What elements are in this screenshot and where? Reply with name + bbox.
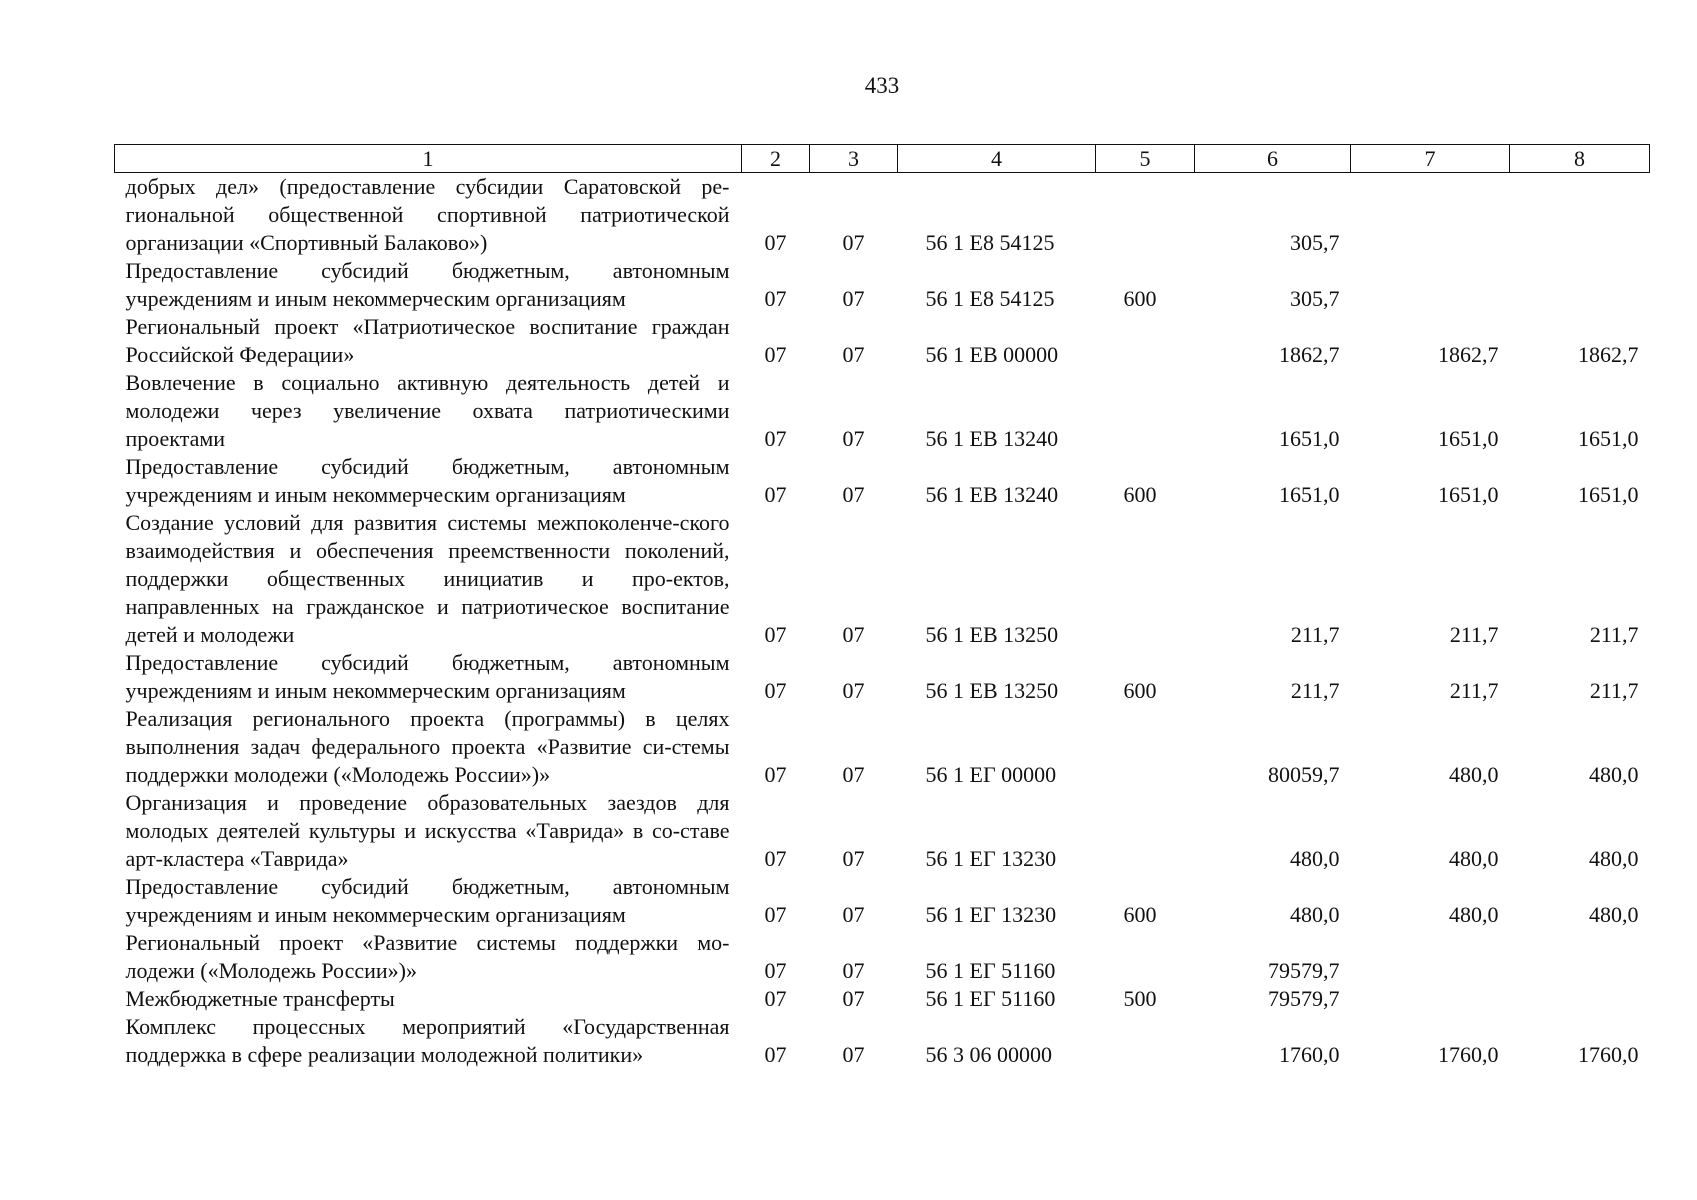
row-value-col8: 211,7 bbox=[1589, 678, 1639, 703]
header-col-6: 6 bbox=[1195, 145, 1351, 173]
row-value-col8: 1862,7 bbox=[1578, 342, 1639, 367]
row-section: 07 bbox=[764, 762, 787, 787]
row-name: Региональный проект «Развитие системы поддержки мо-лодежи («Молодежь России»)» bbox=[125, 930, 730, 983]
row-name: Создание условий для развития системы межпоколенче-ского взаимодействия и обеспечения преемственности поколений, поддержки общественных инициатив и про-ектов, направленных на гражданское и патриотическое воспитание детей и молодежи bbox=[125, 510, 730, 647]
budget-table bbox=[114, 144, 1650, 1069]
row-section: 07 bbox=[764, 846, 787, 871]
row-subsection: 07 bbox=[842, 846, 865, 871]
row-value-col7: 1862,7 bbox=[1438, 342, 1499, 367]
row-target-code: 56 1 ЕГ 51160 bbox=[925, 958, 1056, 983]
header-col-5: 5 bbox=[1096, 145, 1195, 173]
row-expense-type bbox=[1096, 173, 1195, 258]
table-row bbox=[115, 649, 1650, 705]
row-section: 07 bbox=[764, 986, 787, 1011]
row-value-col8: 1651,0 bbox=[1578, 426, 1639, 451]
row-section: 07 bbox=[764, 426, 787, 451]
row-subsection: 07 bbox=[842, 342, 865, 367]
table-row bbox=[115, 985, 1650, 1013]
row-value-col8: 480,0 bbox=[1589, 902, 1639, 927]
row-value-col7 bbox=[1351, 257, 1510, 313]
row-value-col6: 80059,7 bbox=[1268, 762, 1340, 787]
row-value-col8: 1760,0 bbox=[1578, 1042, 1639, 1067]
header-col-1: 1 bbox=[115, 145, 742, 173]
row-value-col8: 211,7 bbox=[1589, 622, 1639, 647]
row-value-col7: 1651,0 bbox=[1438, 426, 1499, 451]
row-value-col7 bbox=[1351, 985, 1510, 1013]
row-target-code: 56 1 Е8 54125 bbox=[925, 286, 1055, 311]
row-value-col6: 305,7 bbox=[1290, 230, 1340, 255]
row-subsection: 07 bbox=[842, 1042, 865, 1067]
row-value-col7: 480,0 bbox=[1449, 846, 1499, 871]
table-row bbox=[115, 313, 1650, 369]
row-value-col7 bbox=[1351, 929, 1510, 985]
row-expense-type bbox=[1096, 789, 1195, 873]
row-subsection: 07 bbox=[842, 902, 865, 927]
row-name: добрых дел» (предоставление субсидии Саратовской ре-гиональной общественной спортивной патриотической организации «Спортивный Балаково») bbox=[125, 174, 730, 255]
row-expense-type bbox=[1096, 313, 1195, 369]
row-value-col7: 211,7 bbox=[1449, 622, 1499, 647]
row-value-col6: 305,7 bbox=[1290, 286, 1340, 311]
table-row bbox=[115, 873, 1650, 929]
row-section: 07 bbox=[764, 1042, 787, 1067]
row-value-col6: 1651,0 bbox=[1279, 482, 1340, 507]
row-target-code: 56 1 ЕГ 51160 bbox=[925, 986, 1056, 1011]
row-value-col6: 1760,0 bbox=[1279, 1042, 1340, 1067]
table-row bbox=[115, 929, 1650, 985]
row-value-col8 bbox=[1510, 929, 1650, 985]
header-col-2: 2 bbox=[742, 145, 810, 173]
row-expense-type: 500 bbox=[1123, 986, 1157, 1011]
row-target-code: 56 1 ЕГ 13230 bbox=[925, 846, 1057, 871]
row-value-col8 bbox=[1510, 257, 1650, 313]
row-target-code: 56 1 ЕВ 13240 bbox=[925, 482, 1059, 507]
row-target-code: 56 1 ЕВ 13250 bbox=[925, 678, 1059, 703]
row-section: 07 bbox=[764, 482, 787, 507]
row-name: Комплекс процессных мероприятий «Государственная поддержка в сфере реализации молодежной политики» bbox=[125, 1014, 730, 1067]
row-target-code: 56 1 ЕГ 00000 bbox=[925, 762, 1057, 787]
row-expense-type bbox=[1096, 1013, 1195, 1069]
table-row bbox=[115, 1013, 1650, 1069]
table-row bbox=[115, 369, 1650, 453]
row-subsection: 07 bbox=[842, 230, 865, 255]
row-value-col7: 480,0 bbox=[1449, 902, 1499, 927]
row-name: Региональный проект «Патриотическое воспитание граждан Российской Федерации» bbox=[125, 314, 730, 367]
row-value-col6: 1862,7 bbox=[1279, 342, 1340, 367]
header-col-7: 7 bbox=[1351, 145, 1510, 173]
row-value-col8 bbox=[1510, 985, 1650, 1013]
row-name: Вовлечение в социально активную деятельность детей и молодежи через увеличение охвата патриотическими проектами bbox=[125, 370, 730, 451]
header-col-3: 3 bbox=[810, 145, 898, 173]
row-name: Предоставление субсидий бюджетным, автономным учреждениям и иным некоммерческим организациям bbox=[125, 454, 730, 507]
row-target-code: 56 1 ЕВ 00000 bbox=[925, 342, 1059, 367]
row-value-col7: 1760,0 bbox=[1438, 1042, 1499, 1067]
table-row bbox=[115, 453, 1650, 509]
row-section: 07 bbox=[764, 678, 787, 703]
row-subsection: 07 bbox=[842, 286, 865, 311]
row-value-col6: 79579,7 bbox=[1268, 986, 1340, 1011]
row-value-col7: 211,7 bbox=[1449, 678, 1499, 703]
row-expense-type: 600 bbox=[1123, 678, 1157, 703]
row-subsection: 07 bbox=[842, 426, 865, 451]
row-expense-type bbox=[1096, 369, 1195, 453]
row-value-col7 bbox=[1351, 173, 1510, 258]
header-col-8: 8 bbox=[1510, 145, 1650, 173]
row-subsection: 07 bbox=[842, 762, 865, 787]
row-name: Предоставление субсидий бюджетным, автономным учреждениям и иным некоммерческим организациям bbox=[125, 874, 730, 927]
row-target-code: 56 1 ЕВ 13250 bbox=[925, 622, 1059, 647]
header-col-4: 4 bbox=[898, 145, 1096, 173]
row-value-col7: 1651,0 bbox=[1438, 482, 1499, 507]
row-subsection: 07 bbox=[842, 622, 865, 647]
row-value-col7: 480,0 bbox=[1449, 762, 1499, 787]
row-expense-type: 600 bbox=[1123, 482, 1157, 507]
row-subsection: 07 bbox=[842, 678, 865, 703]
header-row bbox=[115, 145, 1650, 173]
row-value-col6: 211,7 bbox=[1290, 678, 1340, 703]
row-value-col8: 480,0 bbox=[1589, 762, 1639, 787]
page-number: 433 bbox=[864, 73, 900, 98]
row-expense-type: 600 bbox=[1123, 286, 1157, 311]
row-value-col6: 211,7 bbox=[1290, 622, 1340, 647]
row-section: 07 bbox=[764, 342, 787, 367]
row-value-col8: 1651,0 bbox=[1578, 482, 1639, 507]
row-subsection: 07 bbox=[842, 958, 865, 983]
row-target-code: 56 1 ЕВ 13240 bbox=[925, 426, 1059, 451]
row-value-col6: 480,0 bbox=[1290, 902, 1340, 927]
row-subsection: 07 bbox=[842, 986, 865, 1011]
row-target-code: 56 1 ЕГ 13230 bbox=[925, 902, 1057, 927]
row-value-col8: 480,0 bbox=[1589, 846, 1639, 871]
row-subsection: 07 bbox=[842, 482, 865, 507]
row-section: 07 bbox=[764, 622, 787, 647]
row-expense-type bbox=[1096, 509, 1195, 649]
row-name: Межбюджетные трансферты bbox=[125, 986, 395, 1011]
row-section: 07 bbox=[764, 286, 787, 311]
row-value-col6: 79579,7 bbox=[1268, 958, 1340, 983]
table-row bbox=[115, 509, 1650, 649]
table-row bbox=[115, 173, 1650, 258]
row-section: 07 bbox=[764, 902, 787, 927]
table-row bbox=[115, 257, 1650, 313]
row-expense-type: 600 bbox=[1123, 902, 1157, 927]
row-value-col6: 480,0 bbox=[1290, 846, 1340, 871]
row-expense-type bbox=[1096, 929, 1195, 985]
row-target-code: 56 1 Е8 54125 bbox=[925, 230, 1055, 255]
row-value-col8 bbox=[1510, 173, 1650, 258]
row-target-code: 56 3 06 00000 bbox=[925, 1042, 1052, 1067]
row-value-col6: 1651,0 bbox=[1279, 426, 1340, 451]
row-name: Организация и проведение образовательных заездов для молодых деятелей культуры и искусства «Таврида» в со-ставе арт-кластера «Таврида» bbox=[125, 790, 730, 871]
row-name: Предоставление субсидий бюджетным, автономным учреждениям и иным некоммерческим организациям bbox=[125, 258, 730, 311]
row-name: Реализация регионального проекта (программы) в целях выполнения задач федерального проекта «Развитие си-стемы поддержки молодежи («Молодежь России»)» bbox=[125, 706, 730, 787]
row-name: Предоставление субсидий бюджетным, автономным учреждениям и иным некоммерческим организациям bbox=[125, 650, 730, 703]
row-section: 07 bbox=[764, 230, 787, 255]
table-row bbox=[115, 705, 1650, 789]
table-row bbox=[115, 789, 1650, 873]
row-expense-type bbox=[1096, 705, 1195, 789]
row-section: 07 bbox=[764, 958, 787, 983]
